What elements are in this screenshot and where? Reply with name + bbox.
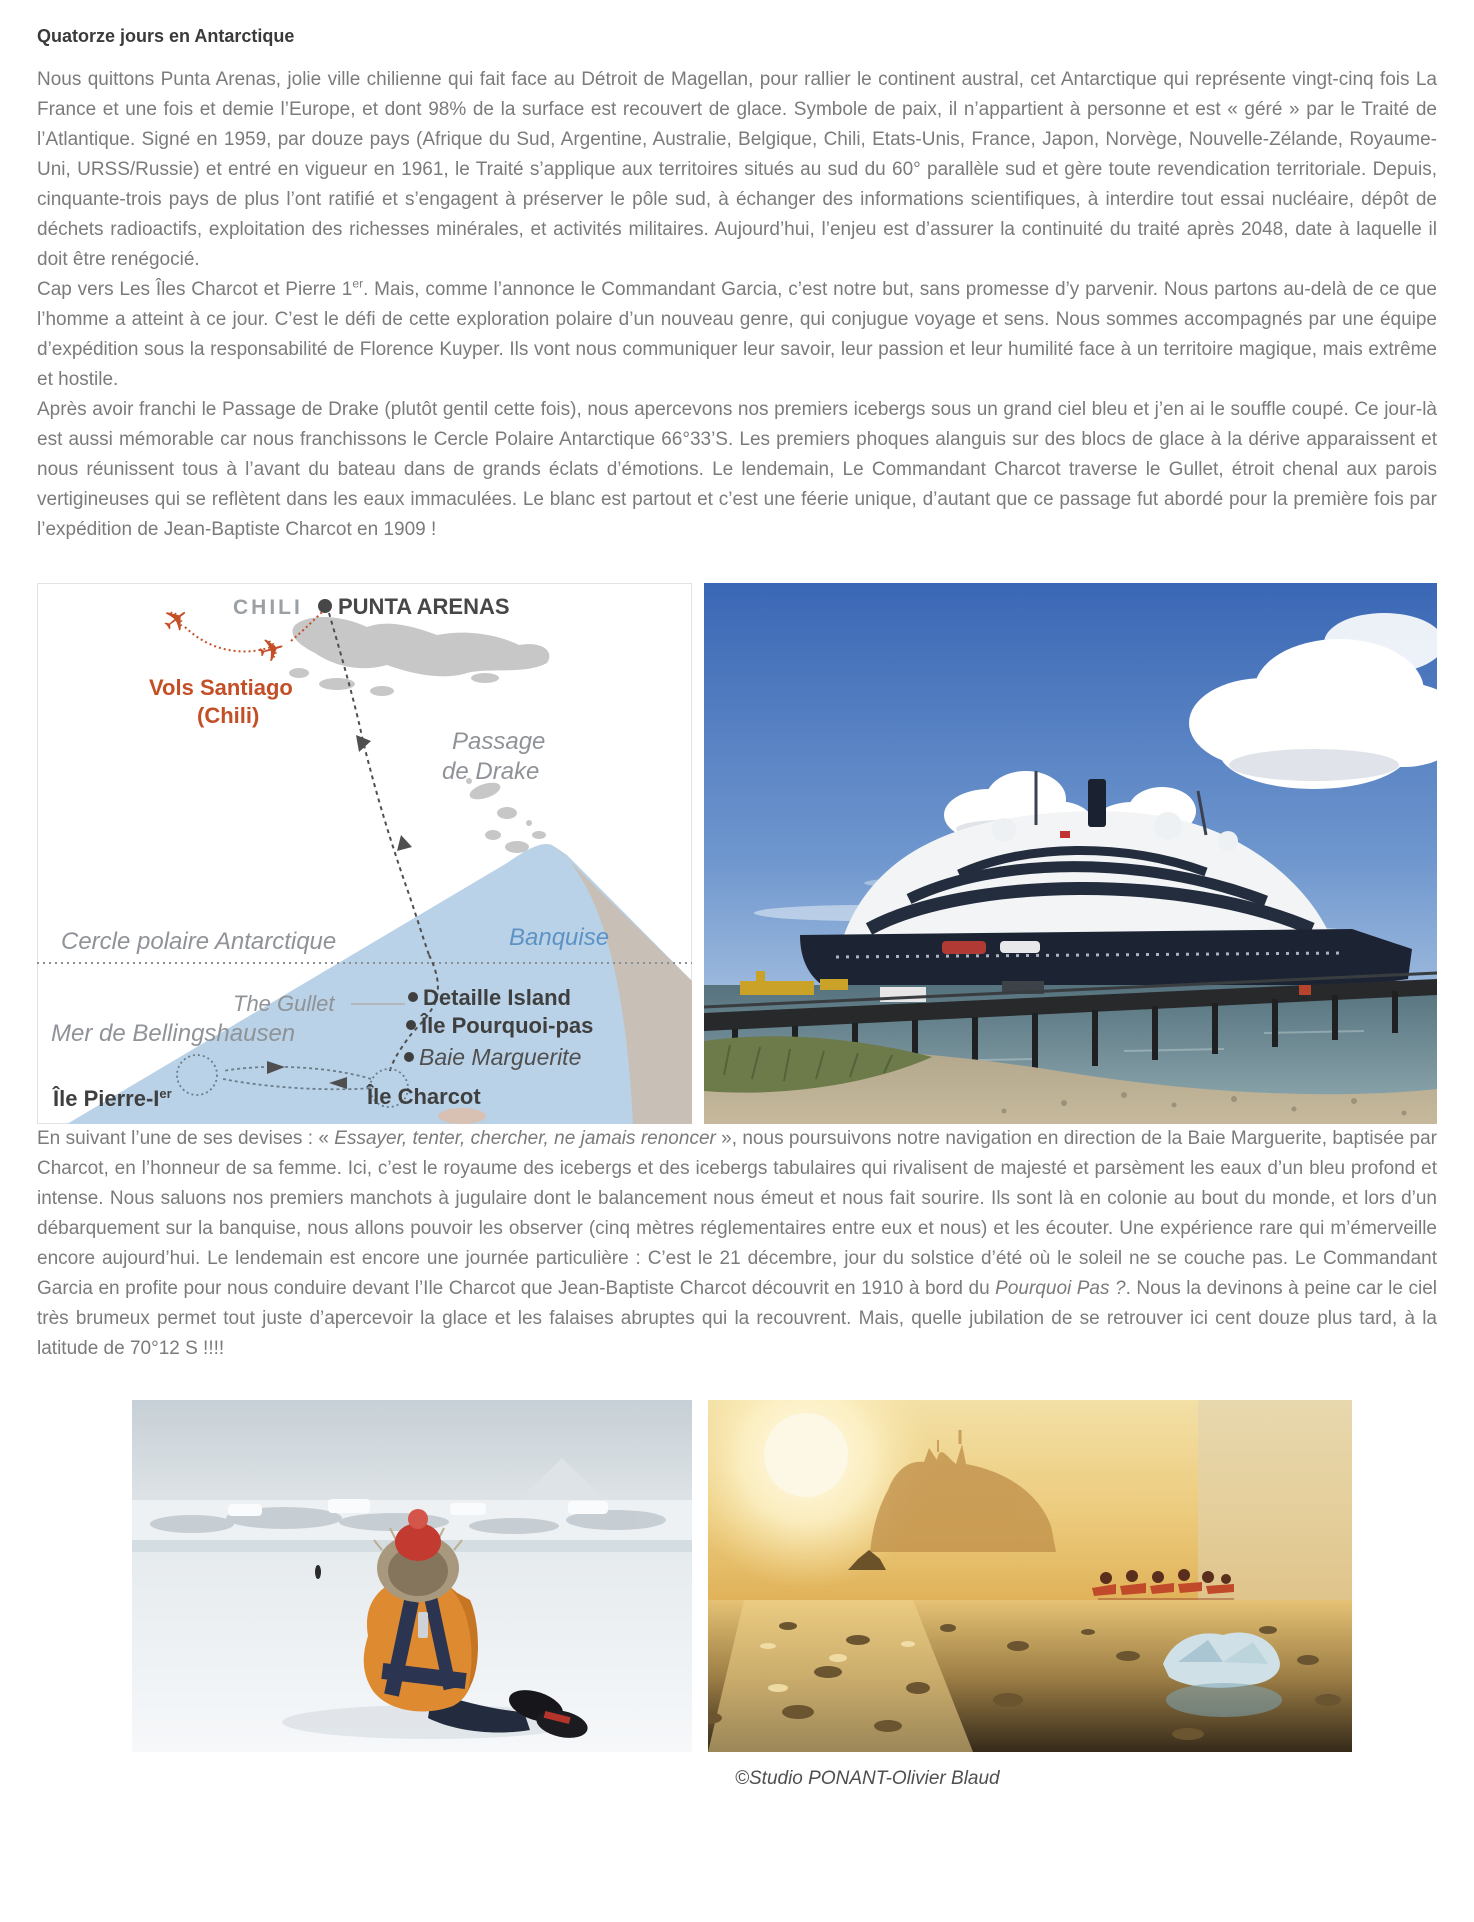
ordinal-superscript: er	[352, 276, 364, 291]
map-label-detaille-island: Detaille Island	[423, 985, 571, 1010]
map-charcot-island-land	[438, 1108, 486, 1124]
map-label-passage-drake-2: de Drake	[442, 758, 540, 785]
map-label-passage-drake-1: Passage	[452, 728, 546, 755]
person-on-snow-photo	[132, 1400, 692, 1752]
map-label-ile-pierre: Île Pierre-Ier	[53, 1086, 172, 1111]
paragraph-devise-text-2: », nous poursuivons notre navigation en direction de la Baie Marguerite, baptisée par Charcot, en l’honneur de sa femme. Ici, c’est le royaume des icebergs et des icebergs tabulaires qui rivalisent de majesté et parsèment les eaux d’un bleu profond et intense. Nous saluons nos premiers manchots à jugulaire dont le balancement nous émeut et nous fait sourire. Ils sont là en colonie au bout du monde, et lors d’un débarquement sur la banquise, nous allons pouvoir les observer (cinq mètres réglementaires entre eux et nous) et les écouter. Une expérience rare qui m’émerveille encore aujourd’hui. Le lendemain est encore une journée particulière : C’est le 21 décembre, jour du solstice d’été où le soleil ne se couche pas. Le Commandant Garcia en profite pour nous conduire devant l’Ile Charcot que Jean-Baptiste Charcot découvrit en 1910 à bord du	[37, 1128, 1437, 1299]
map-label-banquise: Banquise	[509, 924, 610, 951]
sunset-kayak-photo	[708, 1400, 1352, 1752]
ship-at-pier-photo	[704, 583, 1437, 1124]
paragraph-devise	[37, 1124, 1437, 1364]
paragraph-intro-text: Nous quittons Punta Arenas, jolie ville chilienne qui fait face au Détroit de Magellan, pour rallier le continent austral, cet Antarctique qui représente vingt-cinq fois La France et une fois et demie l’Europe, et dont 98% de la surface est recouvert de glace. Symbole de paix, il n’appartient à personne et est « géré » par le Traité de l’Atlantique. Signé en 1959, par douze pays (Afrique du Sud, Argentine, Australie, Belgique, Chili, Etats-Unis, France, Japon, Norvège, Nouvelle-Zélande, Royaume-Uni, URSS/Russie) et entré en vigueur en 1961, le Traité s’applique aux territoires situés au sud du 60° parallèle sud et gère toute revendication territoriale. Depuis, cinquante-trois pays de plus l’ont ratifié et s’engagent à préserver le pôle sud, à échanger des informations scientifiques, à interdire tout essai nucléaire, dépôt de déchets radioactifs, exploitation des richesses minérales, et activités militaires. Aujourd’hui, l’enjeu est d’assurer la continuité du traité après 2048, date à laquelle il doit être renégocié.	[37, 69, 1437, 270]
svg-text:✈: ✈	[253, 629, 290, 672]
paragraph-cap-text-2: . Mais, comme l’annonce le Commandant Garcia, c’est notre but, sans promesse d’y parvenir. Nous partons au-delà de ce que l’homme a atteint à ce jour. C’est le défi de cette exploration polaire d’un nouveau genre, qui conjugue voyage et sens. Nous sommes accompagnés par une équipe d’expédition sous la responsabilité de Florence Kuyper. Ils vont nous communiquer leur savoir, leur passion et leur humilité face à un territoire magique, mais extrême et hostile.	[37, 279, 1438, 390]
devise-quote: Essayer, tenter, chercher, ne jamais renoncer	[334, 1128, 716, 1149]
map-label-baie-marguerite: Baie Marguerite	[419, 1044, 582, 1070]
map-label-mer-bellingshausen: Mer de Bellingshausen	[51, 1020, 296, 1047]
paragraph-drake	[37, 395, 1437, 545]
map-label-vols-santiago: Vols Santiago	[149, 675, 293, 700]
paragraph-cap-text-1: Cap vers Les Îles Charcot et Pierre 1	[37, 279, 353, 300]
map-label-punta-arenas: PUNTA ARENAS	[338, 594, 510, 619]
ship-name-pourquoi-pas: Pourquoi Pas ?	[995, 1278, 1126, 1299]
sun	[764, 1413, 848, 1497]
map-label-ile-pourquoi-pas: Île Pourquoi-pas	[421, 1013, 594, 1038]
punta-arenas-dot	[318, 599, 332, 613]
top-images-row	[37, 583, 1437, 1124]
map-label-vols-santiago-chili: (Chili)	[197, 703, 260, 728]
paragraph-devise-text-1: En suivant l’une de ses devises : «	[37, 1128, 335, 1149]
paragraph-devise-text-3: . Nous la devinons à peine car le ciel très brumeux permet tout juste d’apercevoir la glace et les falaises abruptes qui la recouvrent. Mais, quelle jubilation de se retrouver ici cent douze plus tard, à la latitude de 70°12 S !!!!	[37, 1278, 1438, 1359]
map-label-the-gullet: The Gullet	[233, 991, 335, 1016]
detaille-island-dot	[408, 992, 418, 1002]
map-label-chili: CHILI	[233, 596, 303, 619]
map-label-ile-charcot: Île Charcot	[367, 1084, 481, 1109]
baie-marguerite-dot	[404, 1052, 414, 1062]
page-title: Quatorze jours en Antarctique	[37, 26, 295, 46]
blue-iceberg	[1163, 1632, 1282, 1717]
itinerary-map-image	[37, 583, 692, 1124]
bottom-images-row	[132, 1400, 1437, 1752]
map-label-cercle-polaire: Cercle polaire Antarctique	[61, 928, 337, 955]
paragraph-intro	[37, 65, 1437, 275]
photo-credit-caption: ©Studio PONANT-Olivier Blaud	[735, 1768, 1000, 1789]
pourquoi-pas-dot	[406, 1020, 416, 1030]
paragraph-cap	[37, 275, 1437, 395]
paragraph-drake-text: Après avoir franchi le Passage de Drake (plutôt gentil cette fois), nous apercevons nos premiers icebergs sous un grand ciel bleu et j’en ai le souffle coupé. Ce jour-là est aussi mémorable car nous franchissons le Cercle Polaire Antarctique 66°33’S. Les premiers phoques alanguis sur des blocs de glace à la dérive apparaissent et nous réunissent tous à l’avant du bateau dans de grands éclats d’émotions. Le lendemain, Le Commandant Charcot traverse le Gullet, étroit chenal aux parois vertigineuses qui se reflètent dans les eaux immaculées. Le blanc est partout et c’est une féerie unique, d’autant que ce passage fut abordé pour la première fois par l’expédition de Jean-Baptiste Charcot en 1909 !	[37, 399, 1437, 540]
sunset-haze-right	[1198, 1400, 1352, 1605]
svg-text:✈: ✈	[154, 597, 198, 643]
